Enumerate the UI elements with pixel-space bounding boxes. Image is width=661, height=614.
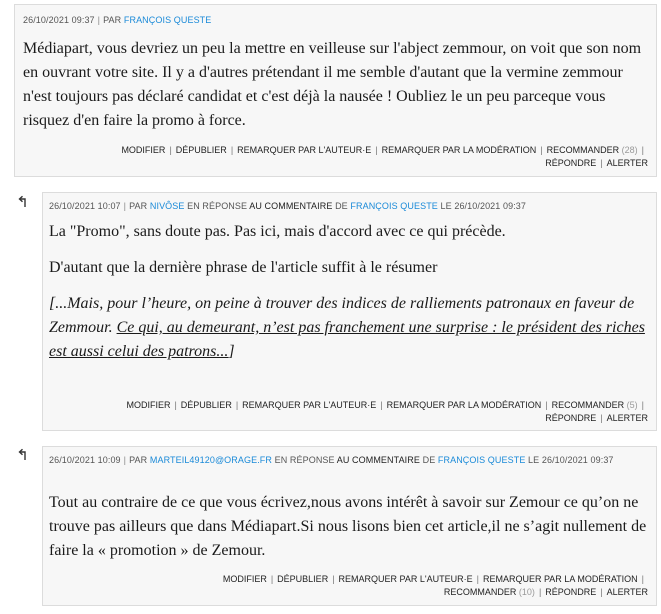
comment-body (23, 37, 653, 133)
comment-body (49, 491, 649, 563)
comment-author-link[interactable]: MARTEIL49120@ORAGE.FR (149, 455, 272, 465)
depublier-button[interactable]: DÉPUBLIER (180, 400, 232, 410)
comment-meta: 26/10/2021 10:09 | PAR MARTEIL49120@ORAGE.FR EN RÉPONSE AU COMMENTAIRE DE FRANÇOIS QUESTE LE 26/10/2021 09:37 (49, 455, 614, 465)
comment-meta: 26/10/2021 10:07 | PAR NIVÔSE EN RÉPONSE AU COMMENTAIRE DE FRANÇOIS QUESTE LE 26/10/2021 09:37 (49, 201, 527, 211)
alerter-button[interactable]: ALERTER (606, 413, 648, 423)
recommend-count: (28) (621, 145, 638, 155)
depublier-button[interactable]: DÉPUBLIER (175, 145, 227, 155)
comment-actions: MODIFIER | DÉPUBLIER | REMARQUER PAR L'AUTEUR·E | REMARQUER PAR LA MODÉRATION | RECOMMANDER (28) | RÉPONDRE | ALERTER (121, 145, 648, 168)
recommend-count: (5) (626, 400, 638, 410)
remarquer-auteur-button[interactable]: REMARQUER PAR L'AUTEUR·E (237, 145, 372, 155)
modifier-button[interactable]: MODIFIER (126, 400, 171, 410)
reply-to-author-link[interactable]: FRANÇOIS QUESTE (437, 455, 526, 465)
comment-paragraph: La "Promo", sans doute pas. Pas ici, mais d'accord avec ce qui précède. (49, 223, 506, 240)
modifier-button[interactable]: MODIFIER (222, 574, 267, 584)
par-label: PAR (103, 15, 122, 25)
remarquer-moderation-button[interactable]: REMARQUER PAR LA MODÉRATION (482, 574, 638, 584)
reply-arrow-icon (16, 193, 32, 209)
remarquer-moderation-button[interactable]: REMARQUER PAR LA MODÉRATION (381, 145, 537, 155)
comment-body (49, 220, 649, 364)
comment-date: 26/10/2021 10:09 (49, 455, 121, 465)
comment-reply (42, 446, 657, 606)
recommend-count: (10) (518, 587, 535, 597)
comment-text: Tout au contraire de ce que vous écrivez,nous avons intérêt à savoir sur Zemour ce qu’on ne trouve pas ailleurs que dans Médiapart.Si nous lisons bien cet article,il ne s’agit nullement de faire la « promotion » de Zemour. (49, 494, 647, 559)
comment-date: 26/10/2021 09:37 (23, 15, 95, 25)
comment-quote: [...Mais, pour l’heure, on peine à trouver des indices de ralliements patronaux en faveur de Zemmour. Ce qui, au demeurant, n’est pas franchement une surprise : le président des riches est aussi celui des patrons...] (49, 295, 645, 360)
comment-author-link[interactable]: FRANÇOIS QUESTE (123, 15, 212, 25)
repondre-button[interactable]: RÉPONDRE (545, 158, 597, 168)
recommander-button[interactable]: RECOMMANDER (443, 587, 517, 597)
recommander-button[interactable]: RECOMMANDER (551, 400, 625, 410)
reply-to-author-link[interactable]: FRANÇOIS QUESTE (350, 201, 438, 211)
repondre-button[interactable]: RÉPONDRE (545, 413, 597, 423)
comment-meta: 26/10/2021 09:37 | PAR FRANÇOIS QUESTE (23, 15, 212, 25)
reply-arrow-icon (16, 446, 32, 462)
recommander-button[interactable]: RECOMMANDER (546, 145, 620, 155)
alerter-button[interactable]: ALERTER (606, 587, 648, 597)
comment-actions: MODIFIER | DÉPUBLIER | REMARQUER PAR L'AUTEUR·E | REMARQUER PAR LA MODÉRATION | RECOMMANDER (10) | RÉPONDRE | ALERTER (222, 574, 648, 597)
comment-author-link[interactable]: NIVÔSE (149, 201, 185, 211)
depublier-button[interactable]: DÉPUBLIER (277, 574, 329, 584)
comment-date: 26/10/2021 10:07 (49, 201, 121, 211)
comment (14, 4, 657, 177)
comment-actions: MODIFIER | DÉPUBLIER | REMARQUER PAR L'AUTEUR·E | REMARQUER PAR LA MODÉRATION | RECOMMANDER (5) | RÉPONDRE | ALERTER (126, 400, 648, 423)
remarquer-auteur-button[interactable]: REMARQUER PAR L'AUTEUR·E (242, 400, 377, 410)
repondre-button[interactable]: RÉPONDRE (545, 587, 597, 597)
modifier-button[interactable]: MODIFIER (121, 145, 166, 155)
comment-text: Médiapart, vous devriez un peu la mettre en veilleuse sur l'abject zemmour, on voit que son nom en ouvrant votre site. Il y a d'autres prétendant il me semble d'autant que la vermine zemmour n'est toujours pas déclaré candidat et c'est déjà la nausée ! Oubliez le un peu parceque vous risquez d'en faire la promo à force. (23, 40, 642, 129)
remarquer-moderation-button[interactable]: REMARQUER PAR LA MODÉRATION (386, 400, 542, 410)
comment-paragraph: D'autant que la dernière phrase de l'article suffit à le résumer (49, 259, 438, 276)
quote-link[interactable]: Ce qui, au demeurant, n’est pas franchement une surprise : le président des riches est aussi celui des patrons... (49, 319, 645, 360)
remarquer-auteur-button[interactable]: REMARQUER PAR L'AUTEUR·E (338, 574, 473, 584)
alerter-button[interactable]: ALERTER (606, 158, 648, 168)
reply-to-date: 26/10/2021 09:37 (541, 455, 614, 465)
reply-to-date: 26/10/2021 09:37 (454, 201, 527, 211)
comment-reply (42, 192, 657, 431)
